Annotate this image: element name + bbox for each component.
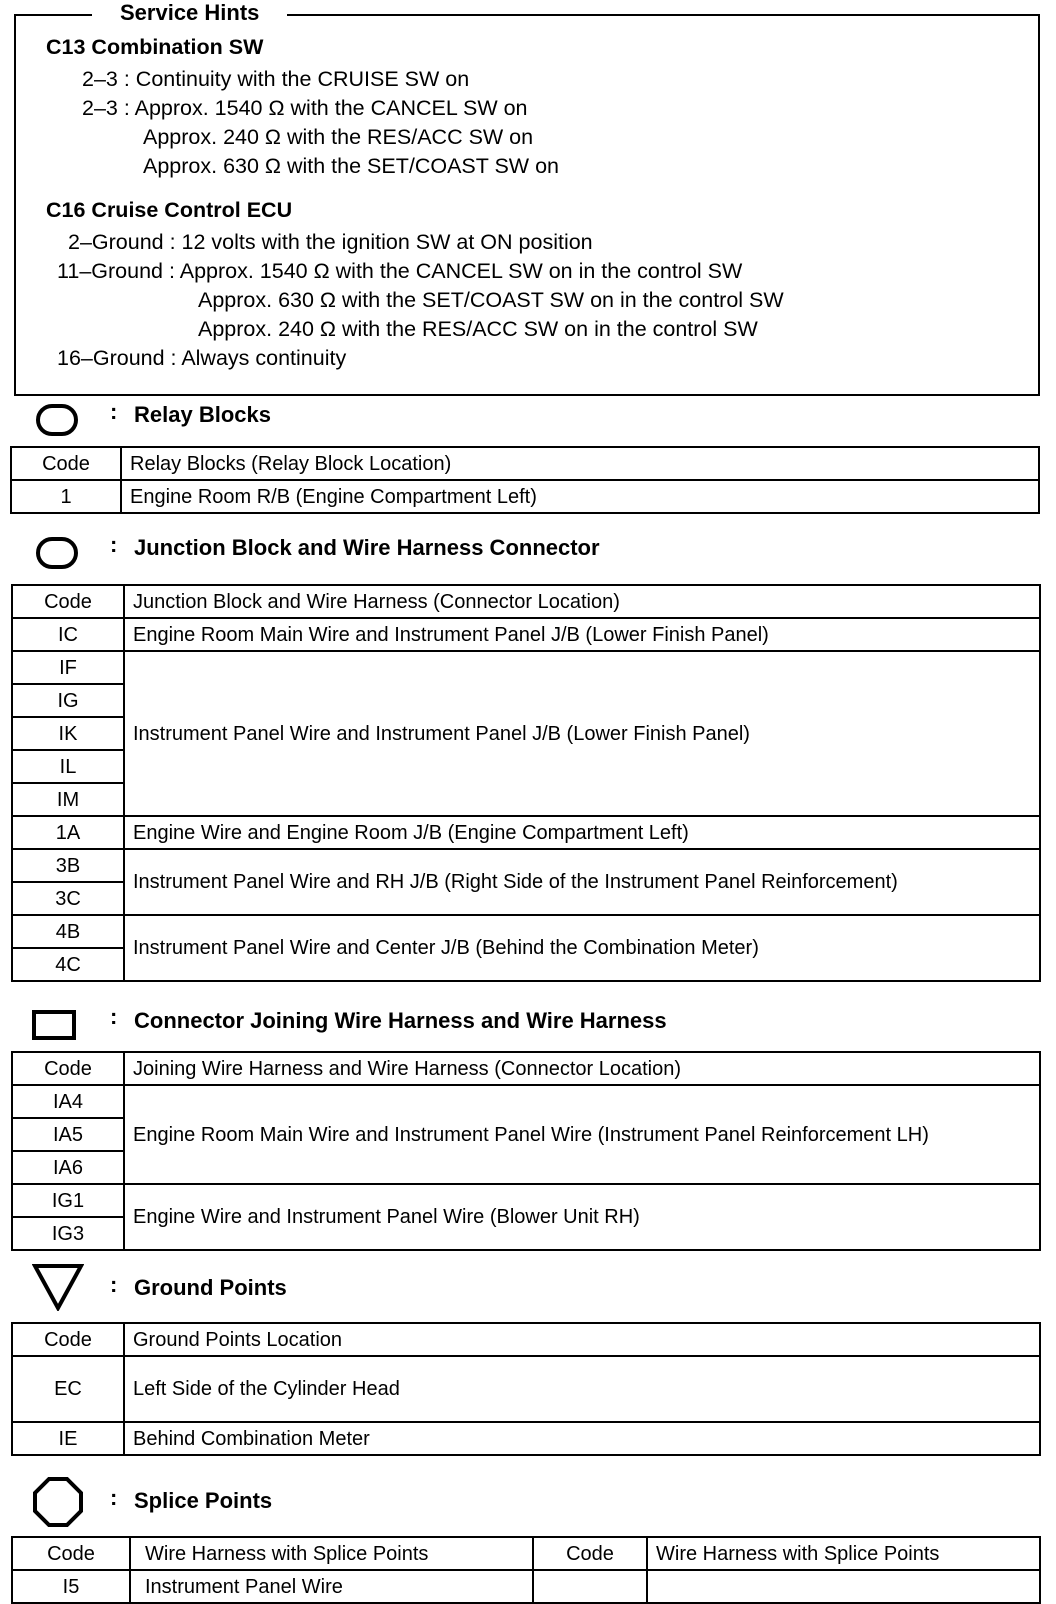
table-header-row xyxy=(11,447,1039,480)
row-code: I5 xyxy=(12,1570,130,1603)
header-code: Code xyxy=(11,447,121,480)
row-code: IC xyxy=(12,618,124,651)
header-desc: Joining Wire Harness and Wire Harness (Connector Location) xyxy=(124,1052,1040,1085)
table-header-row xyxy=(12,1537,1040,1570)
header-code: Code xyxy=(12,1323,124,1356)
table-row xyxy=(12,816,1040,849)
table-row xyxy=(12,618,1040,651)
row-code: IA6 xyxy=(12,1151,124,1184)
row-code: IA4 xyxy=(12,1085,124,1118)
row-desc xyxy=(647,1570,1040,1603)
relay-blocks-title: Relay Blocks xyxy=(134,402,271,427)
junction-blocks-table xyxy=(11,584,1041,982)
row-desc: Behind Combination Meter xyxy=(124,1422,1040,1455)
row-desc: Instrument Panel Wire and Center J/B (Behind the Combination Meter) xyxy=(124,915,1040,981)
row-code: 1 xyxy=(11,480,121,513)
c13-line: Approx. 630 Ω with the SET/COAST SW on xyxy=(143,154,559,178)
service-hints-title: Service Hints xyxy=(92,0,287,26)
row-code: 4B xyxy=(12,915,124,948)
table-row xyxy=(12,1184,1040,1217)
c16-line: Approx. 630 Ω with the SET/COAST SW on in the control SW xyxy=(198,288,784,312)
table-header-row xyxy=(12,1323,1040,1356)
header-desc: Junction Block and Wire Harness (Connector Location) xyxy=(124,585,1040,618)
c16-line: 11–Ground : Approx. 1540 Ω with the CANCEL SW on in the control SW xyxy=(57,259,743,283)
splice-point-icon xyxy=(32,1476,84,1528)
row-code: 4C xyxy=(12,948,124,981)
header-code: Code xyxy=(12,1052,124,1085)
row-code: IA5 xyxy=(12,1118,124,1151)
table-row xyxy=(12,1356,1040,1422)
row-code: EC xyxy=(12,1356,124,1422)
row-code: IG xyxy=(12,684,124,717)
c16-line: Approx. 240 Ω with the RES/ACC SW on in the control SW xyxy=(198,317,758,341)
c13-line: Approx. 240 Ω with the RES/ACC SW on xyxy=(143,125,534,149)
header-desc: Wire Harness with Splice Points xyxy=(130,1537,533,1570)
connector-joining-title: Connector Joining Wire Harness and Wire Harness xyxy=(134,1008,667,1033)
c13-line: 2–3 : Continuity with the CRUISE SW on xyxy=(82,67,470,91)
table-header-row xyxy=(12,1052,1040,1085)
header-code: Code xyxy=(533,1537,647,1570)
section-colon: : xyxy=(110,1272,118,1297)
row-desc: Engine Room R/B (Engine Compartment Left) xyxy=(121,480,1039,513)
header-code: Code xyxy=(12,585,124,618)
c13-line: 2–3 : Approx. 1540 Ω with the CANCEL SW on xyxy=(82,96,528,120)
row-code: 3B xyxy=(12,849,124,882)
header-desc: Wire Harness with Splice Points xyxy=(647,1537,1040,1570)
c16-heading: C16 Cruise Control ECU xyxy=(46,198,293,222)
row-code: IG3 xyxy=(12,1217,124,1250)
table-row xyxy=(12,1085,1040,1118)
row-desc: Engine Wire and Engine Room J/B (Engine Compartment Left) xyxy=(124,816,1040,849)
row-code: 3C xyxy=(12,882,124,915)
table-row xyxy=(12,1570,1040,1603)
connector-joining-table xyxy=(11,1051,1041,1251)
table-row xyxy=(12,915,1040,948)
table-row xyxy=(11,480,1039,513)
relay-block-icon xyxy=(36,404,78,436)
ground-points-title: Ground Points xyxy=(134,1275,287,1300)
c13-heading: C13 Combination SW xyxy=(46,35,264,59)
table-header-row xyxy=(12,585,1040,618)
section-colon: : xyxy=(110,399,118,424)
row-code: 1A xyxy=(12,816,124,849)
row-desc: Instrument Panel Wire xyxy=(130,1570,533,1603)
relay-blocks-table xyxy=(10,446,1040,514)
row-code: IE xyxy=(12,1422,124,1455)
c16-line: 16–Ground : Always continuity xyxy=(57,346,347,370)
header-desc: Relay Blocks (Relay Block Location) xyxy=(121,447,1039,480)
junction-blocks-title: Junction Block and Wire Harness Connector xyxy=(134,535,600,560)
row-code: IG1 xyxy=(12,1184,124,1217)
section-colon: : xyxy=(110,1485,118,1510)
connector-icon xyxy=(32,1010,76,1040)
ground-points-table xyxy=(11,1322,1041,1456)
header-code: Code xyxy=(12,1537,130,1570)
row-desc: Instrument Panel Wire and RH J/B (Right Side of the Instrument Panel Reinforcement) xyxy=(124,849,1040,915)
c16-line: 2–Ground : 12 volts with the ignition SW at ON position xyxy=(68,230,593,254)
splice-points-table xyxy=(11,1536,1041,1604)
table-row xyxy=(12,1422,1040,1455)
ground-point-icon xyxy=(32,1263,84,1311)
row-code xyxy=(533,1570,647,1603)
splice-points-title: Splice Points xyxy=(134,1488,273,1513)
row-code: IL xyxy=(12,750,124,783)
row-desc: Engine Room Main Wire and Instrument Panel Wire (Instrument Panel Reinforcement LH) xyxy=(124,1085,1040,1184)
row-code: IK xyxy=(12,717,124,750)
row-desc: Engine Room Main Wire and Instrument Panel J/B (Lower Finish Panel) xyxy=(124,618,1040,651)
row-desc: Instrument Panel Wire and Instrument Panel J/B (Lower Finish Panel) xyxy=(124,651,1040,816)
junction-block-icon xyxy=(36,537,78,569)
header-desc: Ground Points Location xyxy=(124,1323,1040,1356)
section-colon: : xyxy=(110,532,118,557)
row-code: IF xyxy=(12,651,124,684)
section-colon: : xyxy=(110,1004,118,1029)
row-desc: Left Side of the Cylinder Head xyxy=(124,1356,1040,1422)
table-row xyxy=(12,651,1040,684)
table-row xyxy=(12,849,1040,882)
row-desc: Engine Wire and Instrument Panel Wire (Blower Unit RH) xyxy=(124,1184,1040,1250)
row-code: IM xyxy=(12,783,124,816)
